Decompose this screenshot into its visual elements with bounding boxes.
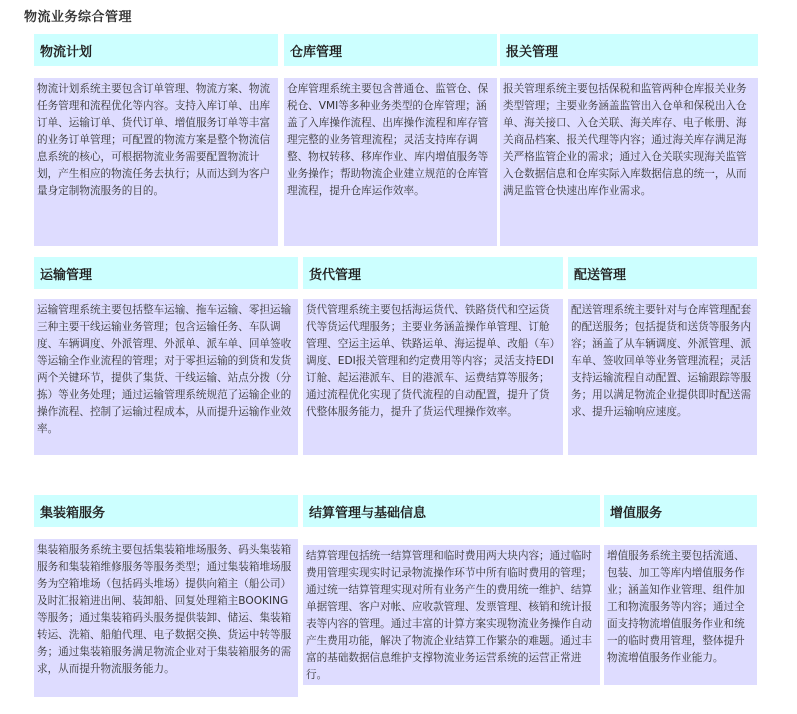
section-transport-management — [34, 257, 298, 455]
section-body: 增值服务系统主要包括流通、包装、加工等库内增值服务作业；涵盖知作业管理、组件加工和物流服务等内容；通过全面支持物流增值服务作业和统一的临时费用管理，整体提升物流增值服务作业能力。 — [604, 545, 757, 685]
section-logistics-plan — [34, 34, 278, 246]
section-title: 货代管理 — [303, 257, 563, 291]
page-title: 物流业务综合管理 — [24, 10, 133, 25]
section-body: 配送管理系统主要针对与仓库管理配套的配送服务；包括提货和送货等服务内容；涵盖了从车辆调度、外派管理、派车单、签收回单等业务管理流程；灵活支持运输流程自动配置、运输跟踪等服务；用以满足物流企业提供即时配送需求、提升运输响应速度。 — [568, 299, 757, 455]
section-title: 增值服务 — [604, 495, 757, 529]
section-title: 运输管理 — [34, 257, 298, 291]
section-title: 仓库管理 — [284, 34, 497, 68]
section-title: 物流计划 — [34, 34, 278, 68]
section-body: 货代管理系统主要包括海运货代、铁路货代和空运货代等货运代理服务；主要业务涵盖操作单管理、订舱管理、空运主运单、铁路运单、海运提单、改船（车）调度、EDI报关管理和约定费用等内容；灵活支持EDI订舱、起运港派车、目的港派车、运费结算等服务；通过流程优化实现了货代流程的自动配置，提升了货代整体服务能力，提升了货运代理操作效率。 — [303, 299, 563, 455]
section-body: 仓库管理系统主要包含普通仓、监管仓、保税仓、VMI等多种业务类型的仓库管理；涵盖了入库操作流程、出库操作流程和库存管理完整的业务管理流程；灵活支持库存调整、物权转移、移库作业、库内增值服务等业务操作；帮助物流企业建立规范的仓库管理流程，提升仓库运作效率。 — [284, 78, 497, 246]
section-delivery-management — [568, 257, 757, 455]
section-forwarding-management — [303, 257, 563, 455]
section-container-service — [34, 495, 298, 697]
section-title: 集装箱服务 — [34, 495, 298, 529]
section-body: 运输管理系统主要包括整车运输、拖车运输、零担运输三种主要干线运输业务管理；包含运输任务、车队调度、车辆调度、外派管理、外派单、派车单、回单签收等运输全作业流程的管理；对于零担运输的到货和发货两个关键环节，提供了集货、干线运输、站点分拨（分拣）等业务处理；通过运输管理系统规范了运输企业的操作流程、控制了运输过程成本，从而提升运输作业效率。 — [34, 299, 298, 455]
section-settlement-basic-info — [303, 495, 600, 697]
section-body: 报关管理系统主要包括保税和监管两种仓库报关业务类型管理；主要业务涵盖监管出入仓单和保税出入仓单、海关接口、入仓关联、海关库存、电子帐册、海关商品档案、报关代理等内容；通过海关库存满足海关严格监管企业的需求；通过入仓关联实现海关监管入仓数据信息和仓库实际入库数据信息的统一，从而满足监管仓快速出库作业需求。 — [500, 78, 758, 246]
section-value-added-service — [604, 495, 757, 697]
section-body: 集装箱服务系统主要包括集装箱堆场服务、码头集装箱服务和集装箱维修服务等服务类型；通过集装箱堆场服务为空箱堆场（包括码头堆场）提供向箱主（船公司）及时汇报箱进出闸、装卸船、回复处理箱主BOOKING等服务；通过集装箱码头服务提供装卸、储运、集装箱转运、洗箱、船舶代理、电子数据交换、货运中转等服务；通过集装箱服务满足物流企业对于集装箱服务的需求，从而提升物流服务能力。 — [34, 539, 298, 697]
section-title: 报关管理 — [500, 34, 758, 68]
section-title: 配送管理 — [568, 257, 757, 291]
section-body: 物流计划系统主要包含订单管理、物流方案、物流任务管理和流程优化等内容。支持入库订单、出库订单、运输订单、货代订单、增值服务订单等丰富的业务订单管理；可配置的物流方案是整个物流信息系统的核心，可根据物流业务需要配置物流计划，产生相应的物流任务去执行；从而达到为客户量身定制物流服务的目的。 — [34, 78, 278, 246]
section-warehouse-management — [284, 34, 497, 246]
section-customs-management — [500, 34, 758, 246]
section-body: 结算管理包括统一结算管理和临时费用两大块内容；通过临时费用管理实现实时记录物流操作环节中所有临时费用的管理；通过统一结算管理实现对所有业务产生的费用统一维护、结算单据管理、客户对帐、应收款管理、发票管理、核销和统计报表等内容的管理。通过丰富的计算方案实现物流业务操作自动产生费用功能，解决了物流企业结算工作繁杂的难题。通过丰富的基础数据信息维护支撑物流业务运营系统的运营正常进行。 — [303, 545, 600, 685]
section-title: 结算管理与基础信息 — [303, 495, 600, 529]
